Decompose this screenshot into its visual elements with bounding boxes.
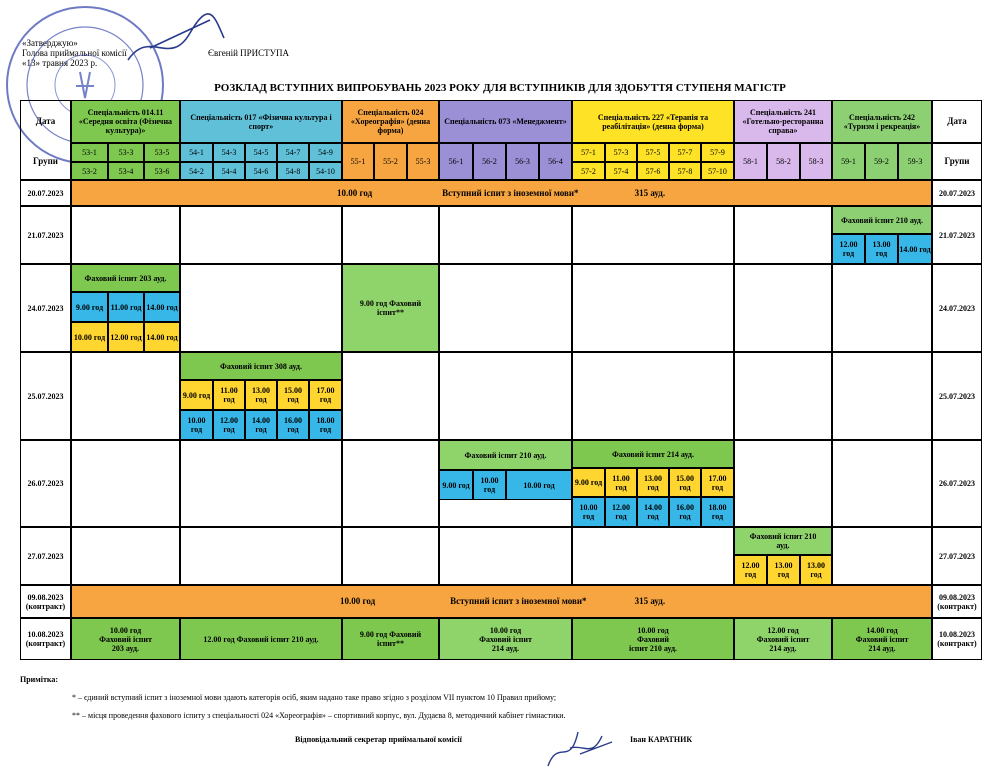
exam-slot: 12.00 год — [108, 322, 144, 352]
exam-slot: 12.00 год — [832, 234, 865, 264]
group-cell: 59-3 — [898, 143, 932, 180]
empty-cell — [71, 440, 180, 527]
exam-slot: 15.00 год — [669, 468, 701, 497]
group-cell: 55-3 — [407, 143, 439, 180]
group-cell: 54-10 — [309, 162, 342, 180]
exam-slot: 9.00 год — [180, 380, 213, 410]
specialty-014-11: Спеціальність 014.11 «Середня освіта (Фізична культура)» — [71, 100, 180, 143]
signature-director — [120, 8, 230, 78]
group-cell: 54-1 — [180, 143, 213, 162]
exam-slot: 13.00 год — [245, 380, 277, 410]
exam-slot: 10.00 год — [572, 497, 605, 527]
group-cell: 57-5 — [637, 143, 669, 162]
group-cell: 55-2 — [374, 143, 407, 180]
specialty-073: Спеціальність 073 «Менеджмент» — [439, 100, 572, 143]
date-cell: 25.07.2023 — [20, 352, 71, 440]
exam-slot: 12.00 год — [213, 410, 245, 440]
exam-slot: 14.00 год — [898, 234, 932, 264]
date-cell: 27.07.2023 — [932, 527, 982, 585]
group-cell: 53-4 — [108, 162, 144, 180]
header-groups-left: Групи — [20, 143, 71, 180]
exam-slot: 10.00 год — [71, 322, 108, 352]
exam-slot: 10.00 год — [180, 410, 213, 440]
date-cell: 10.08.2023 (контракт) — [932, 618, 982, 660]
group-cell: 56-4 — [539, 143, 572, 180]
empty-cell — [734, 440, 832, 527]
empty-cell — [71, 352, 180, 440]
exam-slot: 14.00 год — [144, 292, 180, 322]
approval-name: Євгеній ПРИСТУПА — [208, 48, 290, 58]
date-cell: 21.07.2023 — [20, 206, 71, 264]
date-cell: 24.07.2023 — [20, 264, 71, 352]
page-title: РОЗКЛАД ВСТУПНИХ ВИПРОБУВАНЬ 2023 РОКУ ДЛЯ ВСТУПНИКІВ ДЛЯ ЗДОБУТТЯ СТУПЕНЯ МАГІСТР — [214, 82, 786, 94]
specialty-024: Спеціальність 024 «Хореографія» (денна форма) — [342, 100, 439, 143]
group-cell: 54-3 — [213, 143, 245, 162]
exam-slot: 13.00 год — [637, 468, 669, 497]
empty-cell — [439, 206, 572, 264]
exam-slot: 16.00 год — [277, 410, 309, 440]
approval-line1: «Затверджую» — [22, 38, 78, 48]
approval-line2: Голова приймальної комісії — [22, 48, 127, 58]
group-cell: 53-3 — [108, 143, 144, 162]
group-cell: 57-8 — [669, 162, 701, 180]
specialty-017: Спеціальність 017 «Фізична культура і спорт» — [180, 100, 342, 143]
exam-block-title: Фаховий іспит 308 ауд. — [180, 352, 342, 380]
group-cell: 57-2 — [572, 162, 605, 180]
foreign-language-exam-band: 10.00 год Вступний іспит з іноземної мови* 315 ауд. — [71, 180, 932, 206]
exam-block-title: Фаховий іспит 203 ауд. — [71, 264, 180, 292]
note-2: ** – місця проведення фахового іспиту з спеціальності 024 «Хореографія» – спортивний корпус, вул. Дудаєва 8, методичний кабінет гімнастики. — [72, 711, 566, 720]
contract-exam-014: 10.00 год Фаховий іспит 203 ауд. — [71, 618, 180, 660]
header-date-left: Дата — [20, 100, 71, 180]
group-cell: 58-3 — [800, 143, 832, 180]
group-cell: 57-4 — [605, 162, 637, 180]
group-cell: 59-2 — [865, 143, 898, 180]
exam-block-title: Фаховий іспит 210 ауд. — [734, 527, 832, 555]
footer-name: Іван КАРАТНИК — [630, 735, 693, 744]
exam-slot: 12.00 год — [605, 497, 637, 527]
group-cell: 54-2 — [180, 162, 213, 180]
empty-cell — [439, 264, 572, 352]
empty-cell — [342, 527, 439, 585]
group-cell: 54-4 — [213, 162, 245, 180]
date-cell: 09.08.2023 (контракт) — [20, 585, 71, 618]
exam-slot: 15.00 год — [277, 380, 309, 410]
empty-cell — [439, 352, 572, 440]
group-cell: 54-7 — [277, 143, 309, 162]
approval-line3: «13» травня 2023 р. — [22, 58, 98, 68]
empty-cell — [832, 440, 932, 527]
specialty-227: Спеціальність 227 «Терапія та реабілітація» (денна форма) — [572, 100, 734, 143]
empty-cell — [572, 527, 734, 585]
exam-slot: 14.00 год — [144, 322, 180, 352]
specialty-242: Спеціальність 242 «Туризм і рекреація» — [832, 100, 932, 143]
exam-block-title: Фаховий іспит 214 ауд. — [572, 440, 734, 468]
exam-slot: 11.00 год — [605, 468, 637, 497]
empty-cell — [71, 527, 180, 585]
group-cell: 53-2 — [71, 162, 108, 180]
group-cell: 58-2 — [767, 143, 800, 180]
header-groups-right: Групи — [932, 143, 982, 180]
date-cell: 24.07.2023 — [932, 264, 982, 352]
note-1: * – єдиний вступний іспит з іноземної мови здають категорія осіб, яким надано таке право згідно з розділом VII пунктом 10 Правил прийому; — [72, 693, 557, 702]
date-cell: 26.07.2023 — [932, 440, 982, 527]
group-cell: 56-3 — [506, 143, 539, 180]
empty-cell — [572, 264, 734, 352]
contract-exam-241: 12.00 год Фаховий іспит 214 ауд. — [734, 618, 832, 660]
group-cell: 57-6 — [637, 162, 669, 180]
empty-cell — [572, 206, 734, 264]
contract-exam-073: 10.00 год Фаховий іспит 214 ауд. — [439, 618, 572, 660]
group-cell: 58-1 — [734, 143, 767, 180]
exam-slot: 13.00 год — [767, 555, 800, 585]
empty-cell — [734, 206, 832, 264]
empty-cell — [71, 206, 180, 264]
exam-slot: 16.00 год — [669, 497, 701, 527]
exam-slot: 17.00 год — [309, 380, 342, 410]
group-cell: 55-1 — [342, 143, 374, 180]
notes-heading: Примітка: — [20, 675, 59, 684]
exam-slot: 11.00 год — [108, 292, 144, 322]
exam-slot: 11.00 год — [213, 380, 245, 410]
exam-slot: 9.00 год — [439, 470, 473, 500]
exam-slot: 10.00 год — [506, 470, 572, 500]
empty-cell — [180, 527, 342, 585]
exam-slot: 17.00 год — [701, 468, 734, 497]
date-cell: 20.07.2023 — [20, 180, 71, 206]
empty-cell — [734, 264, 832, 352]
empty-cell — [832, 352, 932, 440]
exam-slot: 9.00 год — [71, 292, 108, 322]
specialty-241: Спеціальність 241 «Готельно-ресторанна справа» — [734, 100, 832, 143]
exam-slot: 10.00 год — [473, 470, 506, 500]
group-cell: 53-6 — [144, 162, 180, 180]
group-cell: 54-9 — [309, 143, 342, 162]
empty-cell — [439, 527, 572, 585]
group-cell: 57-10 — [701, 162, 734, 180]
group-cell: 57-3 — [605, 143, 637, 162]
empty-cell — [572, 352, 734, 440]
empty-cell — [832, 264, 932, 352]
date-cell: 20.07.2023 — [932, 180, 982, 206]
group-cell: 54-6 — [245, 162, 277, 180]
group-cell: 57-9 — [701, 143, 734, 162]
group-cell: 59-1 — [832, 143, 865, 180]
exam-slot: 18.00 год — [309, 410, 342, 440]
date-cell: 10.08.2023 (контракт) — [20, 618, 71, 660]
exam-block-title: Фаховий іспит 210 ауд. — [439, 440, 572, 470]
exam-slot: 14.00 год — [245, 410, 277, 440]
empty-cell — [180, 264, 342, 352]
empty-cell — [342, 440, 439, 527]
empty-cell — [180, 440, 342, 527]
exam-block-title: Фаховий іспит 210 ауд. — [832, 206, 932, 234]
group-cell: 57-7 — [669, 143, 701, 162]
exam-slot: 18.00 год — [701, 497, 734, 527]
exam-slot: 13.00 год — [800, 555, 832, 585]
group-cell: 54-5 — [245, 143, 277, 162]
empty-cell — [342, 206, 439, 264]
exam-slot: 9.00 год — [572, 468, 605, 497]
date-cell: 21.07.2023 — [932, 206, 982, 264]
date-cell: 09.08.2023 (контракт) — [932, 585, 982, 618]
empty-cell — [832, 527, 932, 585]
contract-exam-227: 10.00 год Фаховий іспит 210 ауд. — [572, 618, 734, 660]
empty-cell — [734, 352, 832, 440]
date-cell: 26.07.2023 — [20, 440, 71, 527]
header-date-right: Дата — [932, 100, 982, 143]
date-cell: 25.07.2023 — [932, 352, 982, 440]
signature-secretary — [540, 718, 620, 773]
contract-exam-242: 14.00 год Фаховий іспит 214 ауд. — [832, 618, 932, 660]
contract-exam-024: 9.00 год Фаховий іспит** — [342, 618, 439, 660]
choreography-exam: 9.00 год Фаховий іспит** — [342, 264, 439, 352]
group-cell: 56-2 — [473, 143, 506, 180]
exam-slot: 14.00 год — [637, 497, 669, 527]
group-cell: 54-8 — [277, 162, 309, 180]
group-cell: 53-5 — [144, 143, 180, 162]
group-cell: 53-1 — [71, 143, 108, 162]
empty-cell — [342, 352, 439, 440]
date-cell: 27.07.2023 — [20, 527, 71, 585]
exam-slot: 12.00 год — [734, 555, 767, 585]
group-cell: 57-1 — [572, 143, 605, 162]
contract-exam-017: 12.00 год Фаховий іспит 210 ауд. — [180, 618, 342, 660]
empty-cell — [180, 206, 342, 264]
exam-slot: 13.00 год — [865, 234, 898, 264]
footer-role: Відповідальний секретар приймальної комісії — [295, 735, 462, 744]
foreign-language-exam-band-contract: 10.00 год Вступний іспит з іноземної мови* 315 ауд. — [71, 585, 932, 618]
group-cell: 56-1 — [439, 143, 473, 180]
